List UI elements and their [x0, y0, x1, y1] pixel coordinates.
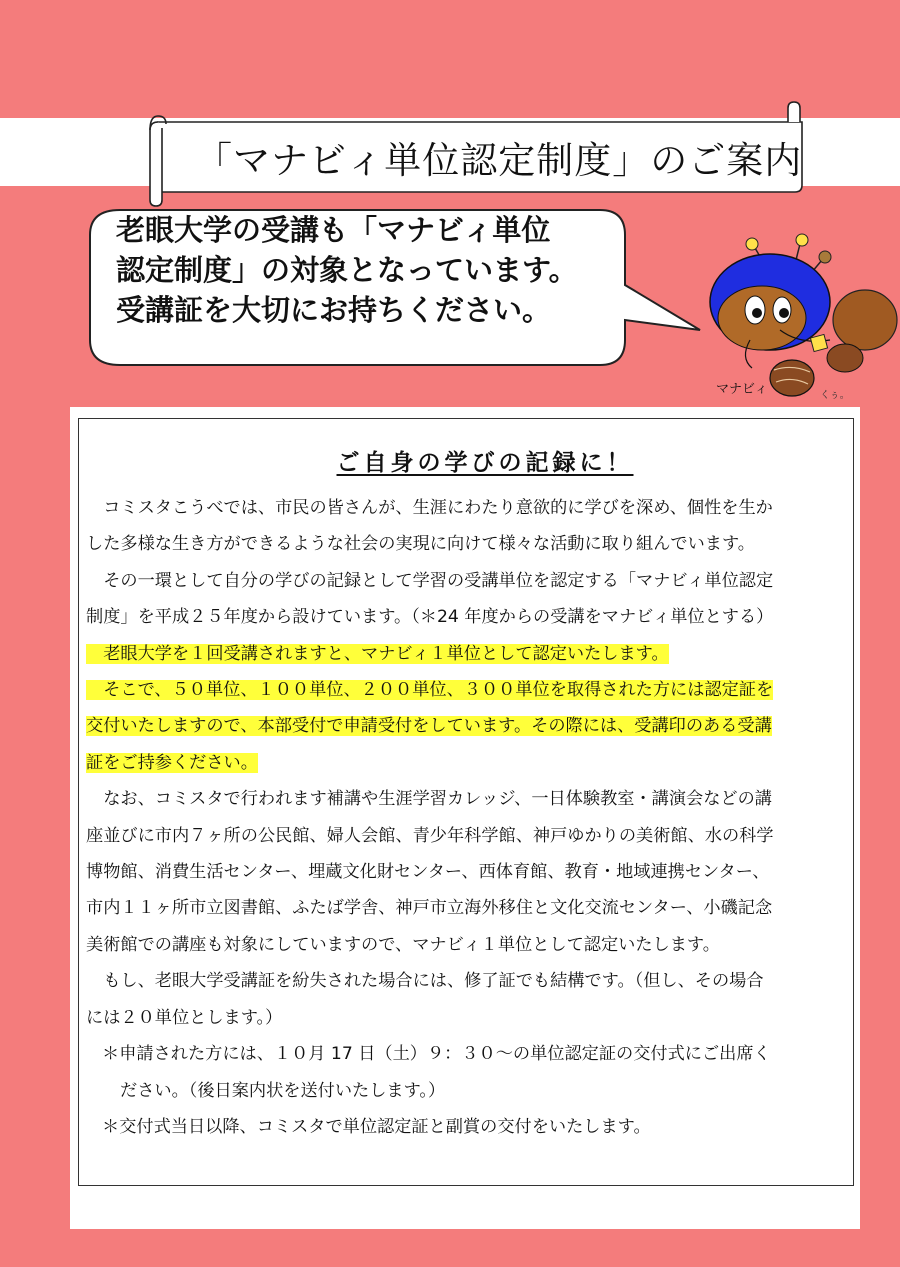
- notice-line: した多様な生き方ができるような社会の実現に向けて様々な活動に取り組んでいます。: [86, 534, 755, 555]
- note-line: ＊申請された方には、１０月 17 日（土）９：３０～の単位認定証の交付式にご出席く: [102, 1044, 771, 1065]
- notice-line: なお、コミスタで行われます補講や生涯学習カレッジ、一日体験教室・講演会などの講: [86, 789, 772, 810]
- notice-line: には２０単位とします。）: [86, 1007, 283, 1028]
- highlighted-line: 証をご持参ください。: [86, 752, 258, 773]
- note-line: ＊交付式当日以降、コミスタで単位認定証と副賞の交付をいたします。: [102, 1116, 651, 1137]
- note-line: ださい。（後日案内状を送付いたします。）: [120, 1080, 446, 1101]
- notice-body: [86, 490, 846, 1145]
- bubble-line: 老眼大学の受講も「マナビィ単位: [116, 213, 551, 247]
- mascot-label: マナビィ: [716, 382, 768, 397]
- mascot-signature: くぅ。: [820, 390, 850, 401]
- speech-bubble-text: [116, 210, 636, 330]
- notice-line: 美術館での講座も対象にしていますので、マナビィ１単位として認定いたします。: [86, 934, 720, 955]
- notice-line: コミスタこうべでは、市民の皆さんが、生涯にわたり意欲的に学びを深め、個性を生か: [86, 498, 773, 518]
- bubble-line: 受講証を大切にお持ちください。: [116, 293, 552, 327]
- page-title: 「マナビィ単位認定制度」のご案内: [195, 139, 803, 182]
- notice-line: 制度」を平成２５年度から設けています。（＊24 年度からの受講をマナビィ単位とする）: [86, 607, 774, 628]
- notice-line: 座並びに市内７ヶ所の公民館、婦人会館、青少年科学館、神戸ゆかりの美術館、水の科学: [86, 825, 774, 846]
- notice-line: もし、老眼大学受講証を紛失された場合には、修了証でも結構です。（但し、その場合: [86, 971, 764, 992]
- notice-line: 博物館、消費生活センター、埋蔵文化財センター、西体育館、教育・地域連携センター、: [86, 862, 770, 883]
- notice-line: その一環として自分の学びの記録として学習の受講単位を認定する「マナビィ単位認定: [86, 570, 774, 591]
- highlighted-line: 交付いたしますので、本部受付で申請受付をしています。その際には、受講印のある受講: [86, 716, 772, 737]
- notice-heading: ご自身の学びの記録に！: [336, 450, 634, 476]
- notice-line: 市内１１ヶ所市立図書館、ふたば学舎、神戸市立海外移住と文化交流センター、小磯記念: [86, 898, 773, 919]
- highlighted-line: 老眼大学を１回受講されますと、マナビィ１単位として認定いたします。: [86, 643, 669, 664]
- bubble-line: 認定制度」の対象となっています。: [116, 253, 578, 287]
- highlighted-line: そこで、５０単位、１００単位、２００単位、３００単位を取得された方には認定証を: [86, 680, 774, 701]
